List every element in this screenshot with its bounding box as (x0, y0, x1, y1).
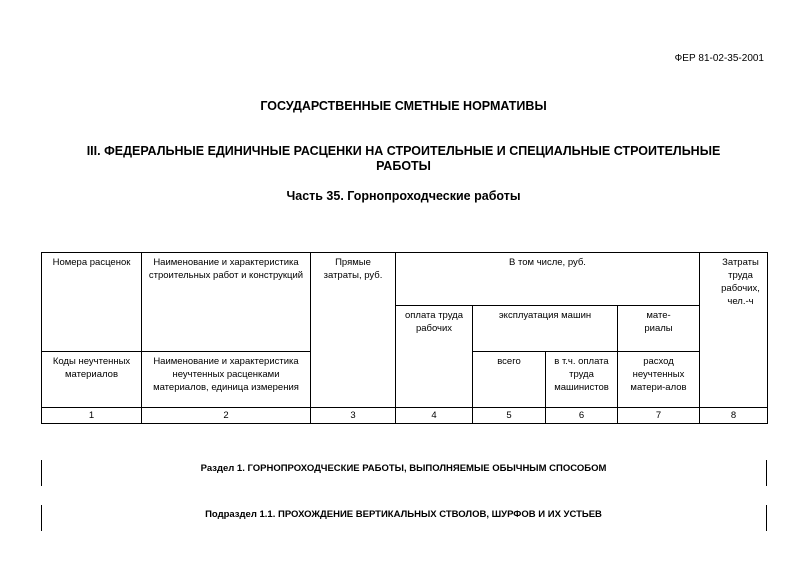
col3-header: Прямые затраты, руб. (311, 253, 396, 408)
rates-header-table (41, 252, 768, 424)
col2-header-top: Наименование и характеристика строительных работ и конструкций (142, 253, 311, 352)
col7-header-bottom: расход неучтенных матери-алов (618, 352, 700, 408)
col4-header: оплата труда рабочих (396, 306, 473, 408)
col4-8-group-header: В том числе, руб. (396, 253, 700, 306)
col-number-2: 2 (142, 408, 311, 423)
col1-header-bottom: Коды неучтенных материалов (42, 352, 142, 408)
section-1-title: Раздел 1. ГОРНОПРОХОДЧЕСКИЕ РАБОТЫ, ВЫПОЛНЯЕМЫЕ ОБЫЧНЫМ СПОСОБОМ (200, 463, 607, 474)
federal-rates-title (50, 144, 757, 174)
col-number-3: 3 (311, 408, 396, 423)
federal-rates-title-line1: III. ФЕДЕРАЛЬНЫЕ ЕДИНИЧНЫЕ РАСЦЕНКИ НА СТРОИТЕЛЬНЫЕ И СПЕЦИАЛЬНЫЕ СТРОИТЕЛЬНЫЕ (86, 144, 721, 158)
document-code: ФЕР 81-02-35-2001 (674, 53, 764, 64)
col5-6-group-header: эксплуатация машин (473, 306, 618, 352)
col5-header: всего (473, 352, 546, 408)
federal-rates-title-line2: РАБОТЫ (376, 159, 431, 173)
government-standards-title: ГОСУДАРСТВЕННЫЕ СМЕТНЫЕ НОРМАТИВЫ (260, 99, 547, 113)
col-number-5: 5 (473, 408, 546, 423)
col8-header: Затраты труда рабочих, чел.-ч (700, 253, 767, 408)
col6-header: в т.ч. оплата труда машинистов (546, 352, 618, 408)
col-number-6: 6 (546, 408, 618, 423)
subsection-1-1-title: Подраздел 1.1. ПРОХОЖДЕНИЕ ВЕРТИКАЛЬНЫХ СТВОЛОВ, ШУРФОВ И ИХ УСТЬЕВ (205, 509, 602, 520)
col-number-1: 1 (42, 408, 142, 423)
col2-header-bottom: Наименование и характеристика неучтенных расценками материалов, единица измерения (142, 352, 311, 408)
col-number-4: 4 (396, 408, 473, 423)
part-title: Часть 35. Горнопроходческие работы (286, 189, 521, 203)
col1-header-top: Номера расценок (42, 253, 142, 352)
col-number-7: 7 (618, 408, 700, 423)
col7-header-top: мате-риалы (618, 306, 700, 352)
col-number-8: 8 (730, 410, 737, 421)
